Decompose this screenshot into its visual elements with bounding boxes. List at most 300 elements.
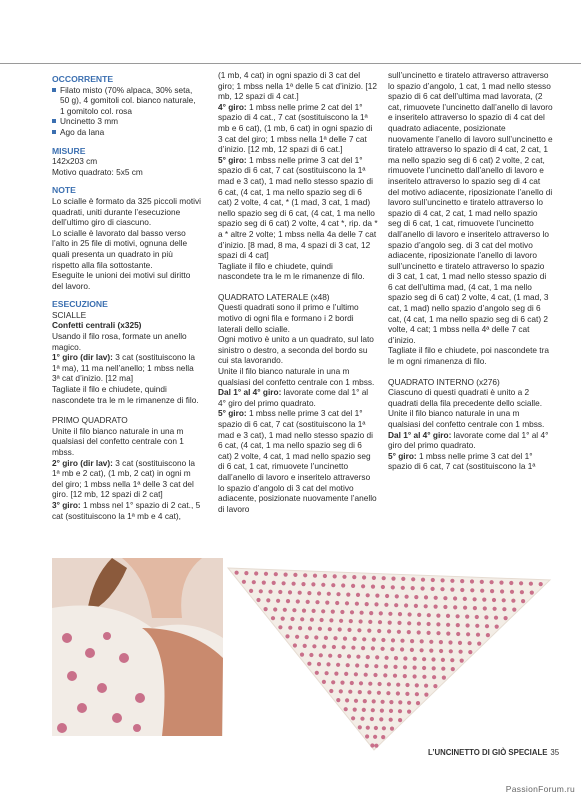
shawl-dot [342,645,346,649]
shawl-dot [362,575,366,579]
shawl-dot [322,680,326,684]
shawl-dot [470,579,474,583]
section-primo-quadrato: PRIMO QUADRATO [52,415,128,426]
shawl-dot [331,680,335,684]
round-text: 1 mbss nelle prime 3 cat del 1° spazio di 6 cat, 7 cat (sostituiscono la 1ª [388,450,536,472]
shawl-dot [420,639,424,643]
shawl-dot [388,621,392,625]
shawl-dot [375,655,379,659]
shawl-dot [332,645,336,649]
shawl-dot [298,591,302,595]
shawl-dot [446,623,450,627]
shawl-dot [298,626,302,630]
shawl-dot [353,637,357,641]
shawl-dot [484,615,488,619]
magazine-title: L’UNCINETTO DI GIÒ SPECIALE [428,748,548,757]
shawl-dot [349,619,353,623]
shawl-dot [282,581,286,585]
paragraph: Ciascuno di questi quadrati è unito a 2 quadrati della fila precedente dello scialle. [388,387,543,408]
shawl-dot [372,638,376,642]
shawl-dot [375,594,379,598]
shawl-dot [354,672,358,676]
shawl-dot [326,662,330,666]
top-rule [0,63,581,64]
round-label: Dal 1° al 4° giro: [218,387,282,398]
shawl-dot [262,581,266,585]
shawl-dot [244,571,248,575]
shawl-dot [360,717,364,721]
shawl-dot [413,666,417,670]
shawl-dot [387,629,391,633]
shawl-dot [407,621,411,625]
shawl-dot [312,644,316,648]
shawl-dot [372,699,376,703]
shawl-dot [443,596,447,600]
shawl-dot [492,598,496,602]
shawl-dot [295,635,299,639]
shawl-dot [350,610,354,614]
shawl-dot [381,700,385,704]
shawl-dot [293,573,297,577]
shawl-dot [366,726,370,730]
round-label: Dal 1° al 4° giro: [388,429,452,440]
shawl-dot [336,698,340,702]
shawl-dot [377,629,381,633]
round-label: 2° giro (dir lav): [52,457,113,468]
shawl-dot [374,726,378,730]
shawl-dot [278,625,282,629]
shawl-dot [334,672,338,676]
list-item: Filato misto (70% alpaca, 30% seta, 50 g), 4 gomitoli col. bianco naturale, 1 gomitolo col. rosa [52,85,202,117]
shawl-dot [403,665,407,669]
shawl-dot [424,684,428,688]
shawl-dot [389,709,393,713]
shawl-dot [302,609,306,613]
shawl-dot [348,690,352,694]
shawl-dot [276,599,280,603]
shawl-dot [417,630,421,634]
shawl-dot [264,572,268,576]
shawl-dot [281,617,285,621]
shawl-dot [381,638,385,642]
shawl-dot [370,717,374,721]
section-scialle: SCIALLE [52,309,87,320]
shawl-dot [495,625,499,629]
shawl-dot [400,639,404,643]
heading-esecuzione: ESECUZIONE [52,299,108,310]
round-label: 5° giro: [388,450,417,461]
misure-size: 142x203 cm [52,156,98,167]
round-label: 4° giro: [218,101,247,112]
shawl-dot [252,580,256,584]
shawl-dot [366,593,370,597]
shawl-dot [448,640,452,644]
shawl-dot [351,584,355,588]
shawl-dot [431,657,435,661]
materials-list [52,85,202,138]
shawl-dot [424,693,428,697]
shawl-dot [405,692,409,696]
shawl-dot [306,600,310,604]
shawl-dot [385,594,389,598]
shawl-dot [313,574,317,578]
shawl-dot [485,624,489,628]
shawl-dot [311,582,315,586]
shawl-dot [414,604,418,608]
round-5-lateral [218,408,378,514]
shawl-dot [398,700,402,704]
shawl-dot [318,627,322,631]
shawl-dot [476,633,480,637]
round-label: 3° giro: [52,499,81,510]
shawl-dot [511,599,515,603]
shawl-dot [499,581,503,585]
shawl-dot [436,622,440,626]
shawl-dot [314,635,318,639]
shawl-dot [539,582,543,586]
page-number: 35 [550,748,560,757]
shawl-dot [356,593,360,597]
shawl-dot [235,571,239,575]
shawl-dot [398,709,402,713]
shawl-dot [475,624,479,628]
shawl-dot [274,572,278,576]
shawl-dot [315,671,319,675]
shawl-dot [530,591,534,595]
shawl-dot [336,592,340,596]
shawl-dot [242,580,246,584]
shawl-dot [365,602,369,606]
shawl-dot [372,576,376,580]
shawl-dot [453,596,457,600]
section-quadrato-laterale: QUADRATO LATERALE (x48) [218,291,330,302]
shawl-dot [456,614,460,618]
shawl-dot [303,644,307,648]
shawl-dot [407,710,411,714]
shawl-dot [374,664,378,668]
shawl-dot [321,583,325,587]
shawl-dot [342,575,346,579]
shawl-dot [468,641,472,645]
shawl-dot [422,675,426,679]
shawl-dot [325,671,329,675]
shawl-dot [436,631,440,635]
shawl-dot [347,628,351,632]
shawl-dot [381,735,385,739]
shawl-dot [450,588,454,592]
shawl-dot [352,575,356,579]
shawl-dot [256,598,260,602]
shawl-dot [405,595,409,599]
shawl-dot [331,583,335,587]
shawl-dot [429,649,433,653]
paragraph: Unite il filo bianco naturale in una m qualsiasi del confetto centrale con 1 mbss. [218,366,375,387]
shawl-dot [305,635,309,639]
shawl-dot [347,654,351,658]
shawl-dot [480,580,484,584]
paragraph: sull’uncinetto e tiratelo attraverso attraverso lo spazio d’angolo, 1 cat, 1 mad nello stesso spazio di 6 cat dell’ultima mad lavorata, (2 cat, rimuovete l’uncinetto dall’anello di lavoro e inseritelo attraverso lo spazio di 4 cat del quadrato adiacente, posizionate nuovamente l’anello di lavoro sull’uncinetto e tiratelo attraverso lo spazio di 4 cat, 2 cat, 1 ma nello spazio seg di 6 cat) 2 volte, 2 cat, rimuovete l’uncinetto dall’anello di lavoro e inseritelo attraverso lo spazio seg di 4 cat del motivo adiacente, riposizionate l’anello di lavoro sull’uncinetto e tiratelo attraverso lo spazio di 4 cat, 2 cat, 1 mad nello spazio seg di 6 cat, 1 cat, rimuovete l’uncinetto dall’anello di lavoro e inseritelo attraverso lo spazio d’angolo seg. di 3 cat del motivo adiacente, riposizionate l’anello di lavoro sull’uncinetto e tiratelo attraverso lo spazio di 3 cat, 1 cat, 1 mad nello stesso spazio di 6 cat dell’ultima mad, (4 cat, 1 ma nello spazio seg di 6 cat) 2 volte, 4 cat, (1 mad, 3 cat, 1 mad) nello spazio d’angolo seg di 6 cat, (4 cat, 1 ma nello spazio seg di 6 cat) 2 volte, 4 cat; 1 mbss nella 4ª delle 7 cat d’inizio. [388,70,553,345]
shawl-dot [407,701,411,705]
shawl-dot [417,613,421,617]
shawl-dot [397,621,401,625]
shawl-dot [254,571,258,575]
paragraph: Questi quadrati sono il primo e l’ultimo motivo di ogni fila e formano i 2 bordi laterali dello scialle. [218,302,359,334]
shawl-dot [494,616,498,620]
shawl-dot [468,650,472,654]
shawl-dot [368,620,372,624]
shawl-dot [383,673,387,677]
shawl-dot [456,632,460,636]
shawl-dot [440,587,444,591]
shawl-dot [367,690,371,694]
shawl-dot [379,611,383,615]
shawl-dot [509,581,513,585]
shawl-dot [398,718,402,722]
paragraph: Tagliate il filo e chiudete, poi nascondete tra le m ogni rimanenza di filo. [388,345,549,367]
rounds-1-4 [218,387,378,408]
shawl-dot [490,589,494,593]
round-text: lavorate come dal 1° al 4° giro del primo quadrato. [388,429,549,451]
shawl-dot [374,744,378,748]
shawl-dot [371,708,375,712]
shawl-dot [466,623,470,627]
shawl-dot [377,691,381,695]
shawl-dot [361,646,365,650]
list-item: Ago da lana [52,127,202,138]
shawl-dot [301,582,305,586]
shawl-dot [391,638,395,642]
round-label: 1° giro (dir lav): [52,352,113,363]
paragraph: Tagliate il filo e chiudete, quindi nascondete tra le m le rimanenze di filo. [218,260,365,282]
shawl-dot [502,598,506,602]
round-4 [218,102,378,155]
shawl-dot [364,673,368,677]
shawl-dot [504,616,508,620]
shawl-dot [473,606,477,610]
page-footer [428,748,559,757]
shawl-dot [520,590,524,594]
shawl-dot [379,717,383,721]
shawl-dot [465,615,469,619]
shawl-dot [477,642,481,646]
shawl-dot [449,649,453,653]
shawl-dot [323,574,327,578]
rounds-1-4 [388,430,553,451]
shawl-dot [470,588,474,592]
shawl-dot [343,637,347,641]
column-2 [218,70,378,514]
shawl-dot [358,725,362,729]
shawl-dot [413,674,417,678]
shawl-dot [358,690,362,694]
shawl-dot [460,659,464,663]
shawl-dot [441,658,445,662]
model-photo [52,558,223,736]
shawl-dot [420,648,424,652]
shawl-dot [389,700,393,704]
column-3 [388,70,553,472]
shawl-dot [460,579,464,583]
shawl-dot [359,619,363,623]
round-text: 3 cat (sostituiscono la 1ª ma), 11 ma nell’anello; 1 mbss nella 3ª cat d’inizio. [12 ma] [52,352,196,384]
note-paragraph: Eseguite le unioni dei motivi sul diritto del lavoro. [52,270,191,291]
shawl-dot [446,632,450,636]
shawl-dot [431,587,435,591]
shawl-dot [421,586,425,590]
shawl-dot [510,590,514,594]
shawl-dot [486,633,490,637]
shawl-dot [340,610,344,614]
shawl-dot [374,602,378,606]
shawl-dot [401,577,405,581]
shawl-dot [307,591,311,595]
shawl-dot [463,606,467,610]
shawl-dot [414,595,418,599]
shawl-dot [490,580,494,584]
shawl-dot [475,615,479,619]
shawl-dot [327,592,331,596]
shawl-dot [512,608,516,612]
shawl-dot [310,618,314,622]
shawl-dot [416,701,420,705]
shawl-dot [344,707,348,711]
shawl-dot [441,578,445,582]
shawl-dot [341,583,345,587]
heading-note: NOTE [52,185,76,196]
round-text: 3 cat (sostituiscono la 1ª mb e 2 cat), (1 mb, 2 cat) in ogni m del giro; 1 mbss nella 1ª delle 3 cat del giro. [12 mb, 12 spazi di 2 cat] [52,457,196,500]
shawl-dot [322,645,326,649]
shawl-dot [460,588,464,592]
shawl-dot [393,665,397,669]
shawl-dot [312,609,316,613]
shawl-dot [351,716,355,720]
shawl-dot [362,708,366,712]
shawl-dot [272,581,276,585]
shawl-dot [382,576,386,580]
shawl-dot [293,643,297,647]
shawl-dot [366,655,370,659]
shawl-dot [480,589,484,593]
shawl-dot [436,614,440,618]
shawl-photo [224,560,554,755]
shawl-dot [354,699,358,703]
shawl-dot [360,611,364,615]
shawl-dot [356,655,360,659]
shawl-dot [401,586,405,590]
shawl-dot [300,653,304,657]
shawl-dot [394,656,398,660]
shawl-dot [369,611,373,615]
shawl-dot [328,654,332,658]
shawl-dot [365,734,369,738]
shawl-dot [317,591,321,595]
shawl-dot [384,603,388,607]
shawl-dot [321,609,325,613]
shawl-dot [427,613,431,617]
shawl-dot [362,637,366,641]
shawl-dot [450,658,454,662]
shawl-dot [284,573,288,577]
round-5 [218,155,378,261]
paragraph: Unite il filo bianco naturale in una m qualsiasi del confetto centrale con 1 mbss. [388,408,545,429]
shawl-dot [422,666,426,670]
shawl-dot [384,665,388,669]
shawl-dot [359,681,363,685]
shawl-dot [363,699,367,703]
shawl-dot [303,573,307,577]
shawl-dot [271,616,275,620]
shawl-dot [290,617,294,621]
shawl-dot [439,649,443,653]
shawl-dot [288,590,292,594]
shawl-dot [329,689,333,693]
shawl-dot [458,641,462,645]
shawl-dot [249,589,253,593]
shawl-dot [482,598,486,602]
shawl-dot [300,617,304,621]
shawl-dot [432,675,436,679]
shawl-dot [365,664,369,668]
shawl-dot [268,590,272,594]
round-text: 1 mbss nelle prime 3 cat del 1° spazio di 6 cat, 7 cat (sostituiscono la 1ª mad e 3 cat), 1 mad nello stesso spazio di 6 cat, (4 cat, 1 ma nello spazio seg di 6 cat) 2 volte, 4 cat, * (1 mad, 3 cat, 1 mad) nello spazio seg di 6 cat, (4 cat, 1 ma nello spazio seg di 6 cat) 2 volte, 4 cat *, rip. da * a * altre 2 volte; 1 mbss nella 4a delle 7 cat d’inizio. [8 mad, 8 ma, 4 spazi di 3 cat, 12 spazi di 4 cat] [218,154,378,261]
shawl-dot [411,586,415,590]
heading-occorrente: OCCORRENTE [52,74,114,84]
shawl-dot [336,663,340,667]
shawl-dot [439,640,443,644]
shawl-dot [329,618,333,622]
shawl-dot [319,653,323,657]
shawl-dot [473,597,477,601]
shawl-dot [292,582,296,586]
shawl-dot [355,663,359,667]
shawl-dot [296,599,300,603]
note-paragraph: Lo scialle è lavorato dal basso verso l’alto in 25 file di motivi, ognuna delle quali presenta un quadrato in più rispetto alla fila sottostante. [52,227,188,270]
shawl-dot [407,630,411,634]
shawl-dot [451,667,455,671]
shawl-dot [459,650,463,654]
shawl-dot [371,646,375,650]
shawl-dot [339,689,343,693]
paragraph: Tagliate il filo e chiudete, quindi nascondete tra le m le rimanenze di filo. [52,384,199,405]
shawl-dot [400,647,404,651]
shawl-dot [338,654,342,658]
shawl-dot [443,605,447,609]
round-2 [52,458,202,500]
shawl-dot [408,612,412,616]
shawl-dot [317,662,321,666]
shawl-dot [442,676,446,680]
shawl-dot [424,604,428,608]
shawl-dot [410,648,414,652]
round-5-interior [388,451,553,472]
shawl-dot [259,589,263,593]
subheading-confetti: Confetti centrali (x325) [52,320,142,331]
shawl-dot [266,598,270,602]
shawl-dot [388,612,392,616]
shawl-dot [338,627,342,631]
round-text: 1 mbss nel 1° spazio di 2 cat., 5 cat (sostituiscono la 1ª mb e 4 cat), [52,499,201,521]
shawl-dot [378,682,382,686]
shawl-dot [463,597,467,601]
round-1 [52,352,202,384]
shawl-dot [288,626,292,630]
shawl-dot [355,602,359,606]
shawl-dot [373,673,377,677]
shawl-dot [415,683,419,687]
shawl-dot [371,585,375,589]
shawl-dot [390,727,394,731]
round-text: lavorate come dal 1° al 4° giro del primo quadrato. [218,387,369,408]
